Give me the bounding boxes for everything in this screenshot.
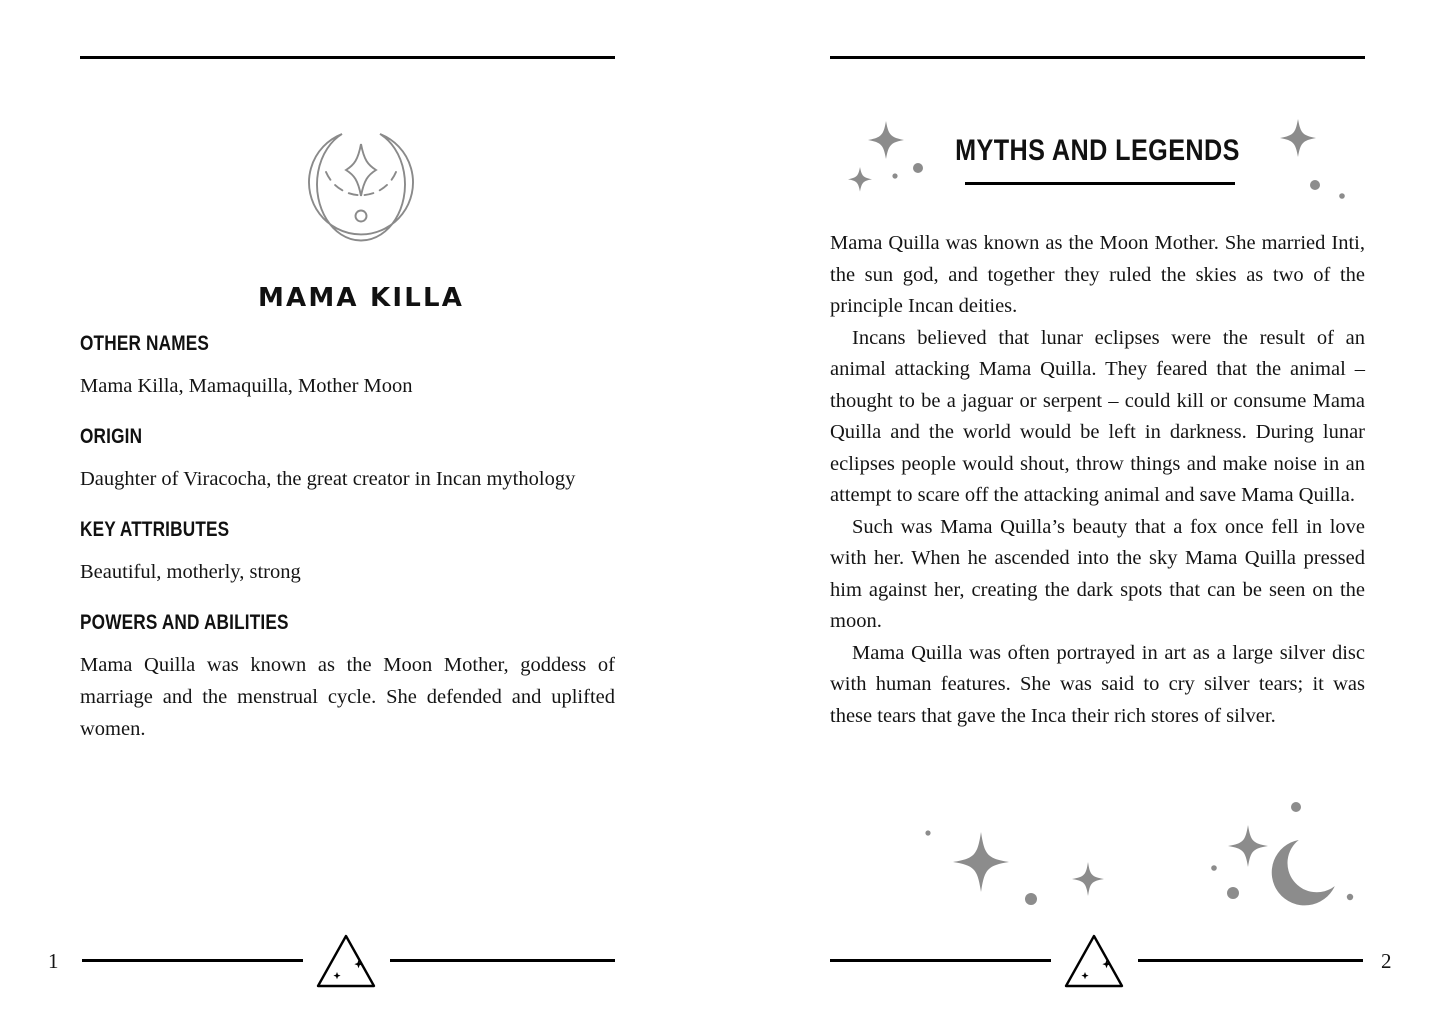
paragraph: Such was Mama Quilla’s beauty that a fox once fell in love with her. When he ascended into the sky Mama Quilla pressed him against her, creating the dark spots that can be seen on the moon. (830, 515, 1365, 632)
triangle-moon-stars-emblem (1063, 933, 1125, 989)
chapter-title: MYTHS AND LEGENDS (955, 134, 1240, 167)
field-label: KEY ATTRIBUTES (80, 518, 230, 541)
field-value: Beautiful, motherly, strong (80, 561, 301, 583)
chapter-body (830, 228, 1365, 732)
page-title: MAMA KILLA (257, 283, 465, 313)
field-origin (80, 425, 615, 495)
footer-rule-left-segment (830, 959, 1051, 962)
crescent-moon-star-emblem (302, 124, 420, 242)
field-label: POWERS AND ABILITIES (80, 611, 289, 634)
page-number: 1 (48, 949, 59, 973)
top-rule-right (830, 56, 1365, 59)
attribute-list (80, 332, 615, 768)
paragraph: Incans believed that lunar eclipses were the result of an animal attacking Mama Quilla. They feared that the animal – thought to be a jaguar or serpent – could kill or consume Mama Quilla and the world would be left in darkness. During lunar eclipses people would shout, throw things and make noise in an attempt to scare off the attacking animal and save Mama Quilla. (830, 326, 1365, 506)
footer-left (0, 933, 722, 993)
footer-rule-right-segment (1138, 959, 1363, 962)
field-other-names (80, 332, 615, 402)
field-powers-and-abilities (80, 611, 615, 745)
paragraph: Mama Quilla was often portrayed in art as a large silver disc with human features. She was said to cry silver tears; it was these tears that gave the Inca their rich stores of silver. (830, 641, 1365, 727)
footer-rule-right-segment (390, 959, 615, 962)
page-number: 2 (1381, 949, 1392, 973)
paragraph: Mama Quilla was known as the Moon Mother. She married Inti, the sun god, and together they ruled the skies as two of the principle Incan deities. (830, 232, 1365, 317)
triangle-moon-stars-emblem (315, 933, 377, 989)
right-page (723, 0, 1445, 1018)
chapter-underline (965, 182, 1235, 185)
field-key-attributes (80, 518, 615, 588)
footer-right (723, 933, 1445, 993)
field-label: OTHER NAMES (80, 332, 210, 355)
top-rule-left (80, 56, 615, 59)
left-page (0, 0, 722, 1018)
field-value: Mama Quilla was known as the Moon Mother, goddess of marriage and the menstrual cycle. She defended and uplifted women. (80, 654, 615, 740)
footer-rule-left-segment (82, 959, 303, 962)
field-value: Daughter of Viracocha, the great creator in Incan mythology (80, 468, 576, 490)
field-label: ORIGIN (80, 425, 143, 448)
chapter-header (830, 118, 1365, 208)
moon-and-stars-cluster (903, 800, 1373, 920)
field-value: Mama Killa, Mamaquilla, Mother Moon (80, 375, 413, 397)
sparkle-star-and-dots (1270, 113, 1380, 208)
